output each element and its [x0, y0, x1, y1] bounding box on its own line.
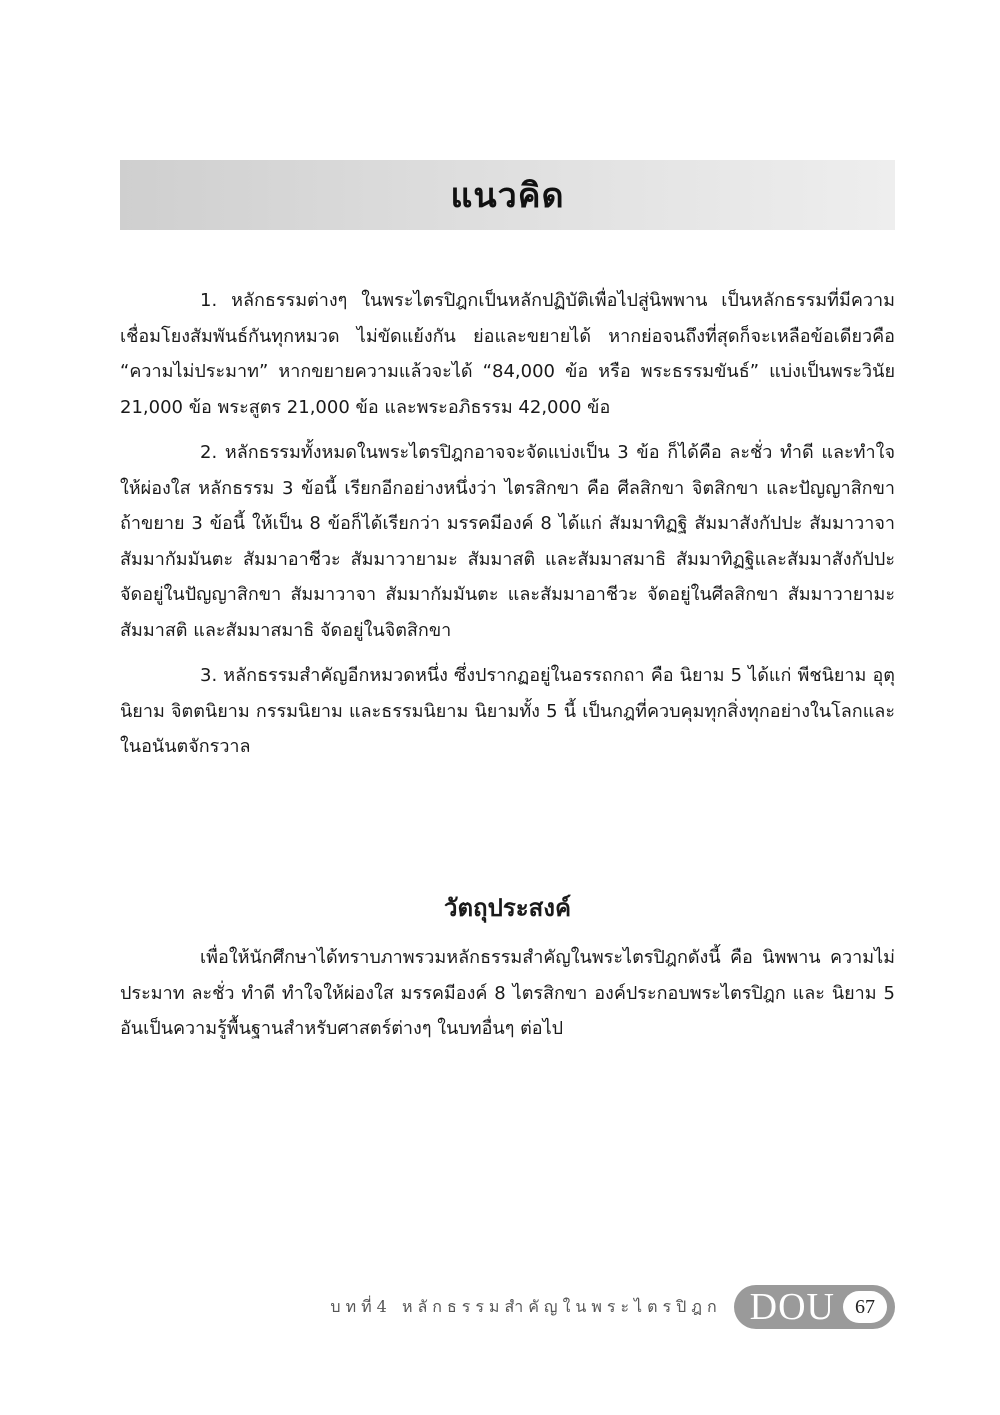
- objective-body: [120, 940, 895, 1057]
- concept-paragraph-2: 2. หลักธรรมทั้งหมดในพระไตรปิฎกอาจจะจัดแบ่งเป็น 3 ข้อ ก็ได้คือ ละชั่ว ทำดี และทำใจให้ผ่องใส หลักธรรม 3 ข้อนี้ เรียกอีกอย่างหนึ่งว่า ไตรสิกขา คือ ศีลสิกขา จิตสิกขา และปัญญาสิกขา ถ้าขยาย 3 ข้อนี้ ให้เป็น 8 ข้อก็ได้เรียกว่า มรรคมีองค์ 8 ได้แก่ สัมมาทิฏฐิ สัมมาสังกัปปะ สัมมาวาจา สัมมากัมมันตะ สัมมาอาชีวะ สัมมาวายามะ สัมมาสติ และสัมมาสมาธิ สัมมาทิฏฐิและสัมมาสังกัปปะ จัดอยู่ในปัญญาสิกขา สัมมาวาจา สัมมากัมมันตะ และสัมมาอาชีวะ จัดอยู่ในศีลสิกขา สัมมาวายามะ สัมมาสติ และสัมมาสมาธิ จัดอยู่ในจิตสิกขา: [120, 442, 895, 641]
- page-number: 67: [843, 1291, 887, 1323]
- objective-heading: วัตถุประสงค์: [443, 894, 572, 922]
- footer-chapter-title: บทที่4 หลักธรรมสำคัญในพระไตรปิฎก: [330, 1296, 722, 1316]
- concept-paragraph-3: 3. หลักธรรมสำคัญอีกหมวดหนึ่ง ซึ่งปรากฏอยู่ในอรรถกถา คือ นิยาม 5 ได้แก่ พีชนิยาม อุตุนิยาม จิตตนิยาม กรรมนิยาม และธรรมนิยาม นิยามทั้ง 5 นี้ เป็นกฎที่ควบคุมทุกสิ่งทุกอย่างในโลกและในอนันตจักรวาล: [120, 665, 895, 757]
- objective-paragraph: เพื่อให้นักศึกษาได้ทราบภาพรวมหลักธรรมสำคัญในพระไตรปิฎกดังนี้ คือ นิพพาน ความไม่ประมาท ละชั่ว ทำดี ทำใจให้ผ่องใส มรรคมีองค์ 8 ไตรสิกขา องค์ประกอบพระไตรปิฎก และ นิยาม 5 อันเป็นความรู้พื้นฐานสำหรับศาสตร์ต่างๆ ในบทอื่นๆ ต่อไป: [120, 947, 895, 1039]
- concept-heading: แนวคิด: [450, 176, 565, 216]
- dou-logo: DOU: [749, 1286, 835, 1328]
- concept-body: [120, 283, 895, 775]
- concept-paragraph-1: 1. หลักธรรมต่างๆ ในพระไตรปิฎกเป็นหลักปฏิบัติเพื่อไปสู่นิพพาน เป็นหลักธรรมที่มีความเชื่อมโยงสัมพันธ์กันทุกหมวด ไม่ขัดแย้งกัน ย่อและขยายได้ หากย่อจนถึงที่สุดก็จะเหลือข้อเดียวคือ “ความไม่ประมาท” หากขยายความแล้วจะได้ “84,000 ข้อ หรือ พระธรรมขันธ์” แบ่งเป็นพระวินัย 21,000 ข้อ พระสูตร 21,000 ข้อ และพระอภิธรรม 42,000 ข้อ: [120, 290, 895, 418]
- concept-heading-banner: [120, 160, 895, 230]
- footer-badge: [734, 1285, 895, 1329]
- page-footer: [200, 1284, 895, 1330]
